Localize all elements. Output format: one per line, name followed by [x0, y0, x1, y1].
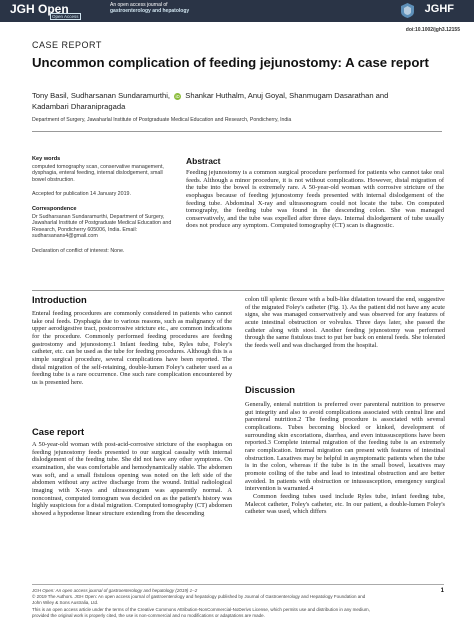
keywords-text: computed tomography scan, conservative management, dysphagia, enteral feeding, internal dislodgement, small bowel obstruction. — [32, 163, 164, 183]
jghf-emblem-icon — [401, 3, 414, 18]
header-divider — [32, 131, 442, 132]
publisher-logo[interactable]: JGHF — [424, 3, 454, 15]
doi-link[interactable]: doi:10.1002/jgh3.12155 — [405, 27, 460, 33]
correspondence-heading: Correspondence — [32, 205, 77, 212]
case-report-paragraph: A 50-year-old woman with post-acid-corrosive stricture of the esophagus on feeding jejunostomy feeds presented to our surgical casualty with internal dislodgement of the feeding tube. She did not have any other symptoms. On examination, she was comfortable and hemodynamically stable. The abdomen was soft, and a small fistulous opening was noted on the left side of the abdomen without any active discharge from the wound. Initial radiological imaging with X-rays and ultrasonogram was apparently normal. A noncontrast, computed tomogram was decided on as the patient's history was highly suspicious for a distal migration. Computed tomography (CT) abdomen showed a hypodense linear structure extending from the descending — [32, 441, 232, 517]
page-number: 1 — [440, 588, 444, 594]
discussion-text — [245, 401, 445, 516]
orcid-icon[interactable]: iD — [175, 93, 180, 99]
open-access-badge: Open Access — [52, 14, 79, 19]
affiliation: Department of Surgery, Jawaharlal Institute of Postgraduate Medical Education and Research, Pondicherry, India — [32, 117, 292, 123]
authors-part-2[interactable]: Shankar Huthalm, Anuj Goyal, Shanmugam Dasarathan and — [185, 91, 389, 100]
discussion-paragraph-1: Generally, enteral nutrition is preferred over parenteral nutrition to preserve gut integrity and also to avoid complications associated with central line and parenteral nutrition.2 The feeding procedure is associated with several complications. Tubes becoming blocked or kinked, development of surrounding skin excoriations, diarrhea, and even intussusceptions have been reported.3 Complete internal migration of the feeding tube is an extremely rare complication. Internal migration can present with features of intestinal obstruction. Laxatives may be helpful in asymptomatic patients when the tube is in the colon, whereas if the tube is in the small bowel, laxatives may promote coiling of the tube and lead to intestinal obstruction and are better avoided. In patients with obstruction or intussusception, emergency surgical intervention is warranted.4 — [245, 401, 445, 493]
article-type: CASE REPORT — [32, 40, 102, 50]
discussion-heading: Discussion — [245, 384, 296, 395]
conflict-declaration: Declaration of conflict of interest: None. — [32, 247, 125, 254]
introduction-paragraph: Enteral feeding procedures are commonly considered in patients who cannot take oral feeds. Dysphagia due to various reasons, such as malignancy of the upper aerodigestive tract, postcorrosive stricture etc., are common indications for the procedure. Commonly performed feeding procedures are feeding gastrostomy and jejunostomy.1 Infant feeding tube, Ryles tube, Foley's catheter, etc. can be used as the tube for feeding procedures. Although this is a simple surgical procedure, several complications have been reported. The distal migration of the self-retaining, double-lumen Foley's catheter used as a feeding tube is a rare occurrence. One such rare complication encountered by us is presented here. — [32, 310, 232, 386]
author-list — [32, 91, 452, 112]
accepted-date: Accepted for publication 14 January 2019. — [32, 191, 131, 198]
authors-part-1[interactable]: Tony Basil, Sudharsanan Sundaramurthi, — [32, 91, 171, 100]
abstract-heading: Abstract — [186, 156, 221, 166]
footer-citation: JGH Open: An open access journal of gastroenterology and hepatology (2019) 1–2 — [32, 588, 198, 593]
tagline-main: gastroenterology and hepatology — [110, 7, 190, 14]
correspondence-text: Dr Sudharsanan Sundaramurthi, Department of Surgery, Jawaharlal Institute of Postgraduate Medical Education and Research, Pondicherry 605006, India. Email: sudharsanans4@gmail.com — [32, 213, 172, 240]
introduction-text — [32, 310, 232, 387]
footer-license: This is an open access article under the terms of the Creative Commons Attribution-NonCommercial-NoDerivs License, which permits use and distribution in any medium, — [32, 606, 370, 612]
article-title: Uncommon complication of feeding jejunostomy: A case report — [32, 55, 429, 70]
case-report-heading: Case report — [32, 426, 85, 437]
journal-banner — [0, 0, 474, 22]
footer-copyright: © 2019 The Authors. JGH Open: An open access journal of gastroenterology and hepatology published by Journal of Gastroenterology and Hepatology Foundation and — [32, 594, 366, 600]
body-divider — [32, 290, 444, 291]
case-report-text — [32, 441, 232, 518]
introduction-heading: Introduction — [32, 294, 87, 305]
tagline-prefix: An open access journal of — [110, 2, 168, 8]
right-column-continuation — [245, 296, 445, 350]
abstract-text: Feeding jejunostomy is a common surgical procedure performed for patients who cannot take oral feeds. Although a minor procedure, it is not without complications. However, distal migration of the tube into the bowel is extremely rare. A 50-year-old woman with corrosive stricture of the esophagus because of feeding jejunostomy feeds presented with internal dislodgement of the feeding tube. Abdominal X-ray and ultrasonogram could not locate the tube. On computed tomography, the feeding tube was found in the descending colon. She was managed conservatively, and the tube was expelled after three days. Internal dislodgement of tube usually does not produce any symptom. Computed tomography (CT) scan is diagnostic. — [186, 169, 444, 230]
journal-tagline — [110, 3, 310, 15]
footer-license-cont: provided the original work is properly cited, the use is non-commercial and no modifications or adaptations are made. — [32, 612, 265, 618]
page-footer — [32, 588, 444, 619]
discussion-paragraph-2: Common feeding tubes used include Ryles tube, infant feeding tube, Malecot catheter, Foley's catheter, etc. In our patient, a double-lumen Foley's catheter was used, which differs — [245, 492, 445, 516]
article-sidebar — [32, 156, 172, 255]
authors-part-3[interactable]: Kadambari Dharanipragada — [32, 101, 126, 111]
keywords-heading: Key words — [32, 156, 61, 162]
case-report-continuation: colon till splenic flexure with a bulb-like dilatation toward the end, suggestive of the migrated Foley's catheter (Fig. 1). As the patient did not have any acute signs, she was managed conservatively and was observed for any features of acute intestinal obstruction or volvulus. Three days later, she passed the catheter along with stool. Another feeding jejunostomy was performed through the same fistulous tract to put her back on enteral feeds. She tolerated the feeds well and was discharged from the hospital. — [245, 296, 445, 349]
footer-divider — [32, 584, 444, 585]
footer-publisher: John Wiley & Sons Australia, Ltd. — [32, 600, 99, 606]
abstract-section — [186, 156, 444, 230]
journal-logo[interactable]: JGH Open — [10, 2, 69, 16]
